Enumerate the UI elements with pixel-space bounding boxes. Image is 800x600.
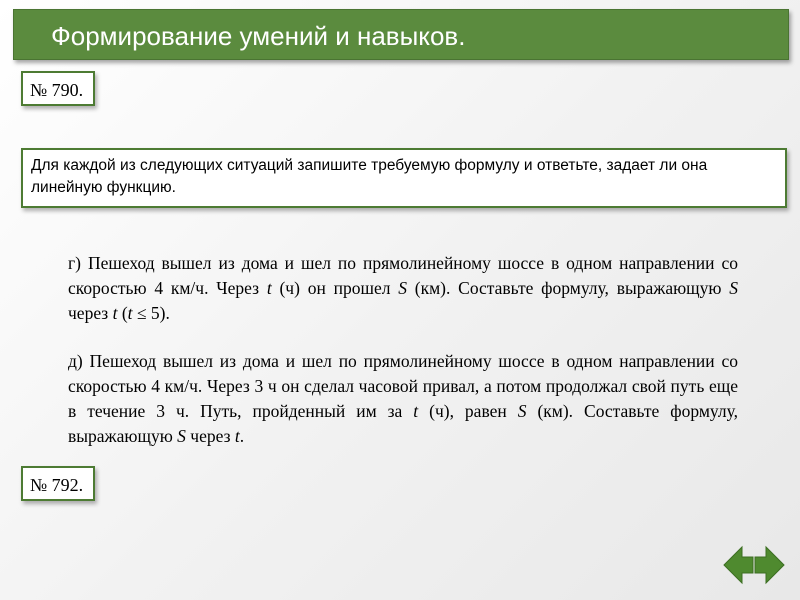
- item-g-text: (ч) он прошел: [271, 278, 399, 298]
- item-d-paragraph: [68, 349, 738, 449]
- variable-t: t: [234, 426, 240, 446]
- arrow-left-icon: [722, 544, 754, 586]
- variable-s: S: [398, 278, 407, 298]
- navigation-arrows: [722, 544, 786, 586]
- variable-t: t: [413, 401, 419, 421]
- next-slide-button[interactable]: [754, 544, 786, 586]
- variable-s: S: [177, 426, 186, 446]
- item-d-text: д) Пешеход вышел из дома и шел по прямолинейному шоссе в одном направлении со скоростью 4 км/ч. Через 3 ч он сделал часовой привал, а потом продолжал свой путь еще в течение 3 ч. Путь, пройденный им за: [68, 351, 738, 421]
- item-g-text: ≤ 5).: [132, 303, 170, 323]
- variable-t: t: [127, 303, 133, 323]
- item-g-text: (: [117, 303, 128, 323]
- task-number-792: № 792.: [21, 466, 95, 501]
- item-g-paragraph: [68, 251, 738, 326]
- instruction-box: Для каждой из следующих ситуаций запишите требуемую формулу и ответьте, задает ли она линейную функцию.: [21, 148, 787, 208]
- item-g-text: через: [68, 303, 113, 323]
- variable-s: S: [729, 278, 738, 298]
- variable-s: S: [517, 401, 527, 421]
- item-g-text: г) Пешеход вышел из дома и шел по прямолинейному шоссе в одном направлении со скоростью 4 км/ч. Через: [68, 253, 738, 298]
- slide-title: Формирование умений и навыков.: [51, 21, 466, 51]
- item-d-text: (ч), равен: [418, 401, 518, 421]
- arrow-right-icon: [754, 544, 786, 586]
- title-bar: [13, 9, 789, 60]
- item-d-text: (км). Составьте формулу, выражающую: [68, 401, 738, 446]
- task-number-790: № 790.: [21, 71, 95, 106]
- variable-t: t: [112, 303, 118, 323]
- prev-slide-button[interactable]: [722, 544, 754, 586]
- item-g-text: (км). Составьте формулу, выражающую: [406, 278, 730, 298]
- item-d-text: .: [239, 426, 245, 446]
- item-d-text: через: [185, 426, 235, 446]
- variable-t: t: [266, 278, 272, 298]
